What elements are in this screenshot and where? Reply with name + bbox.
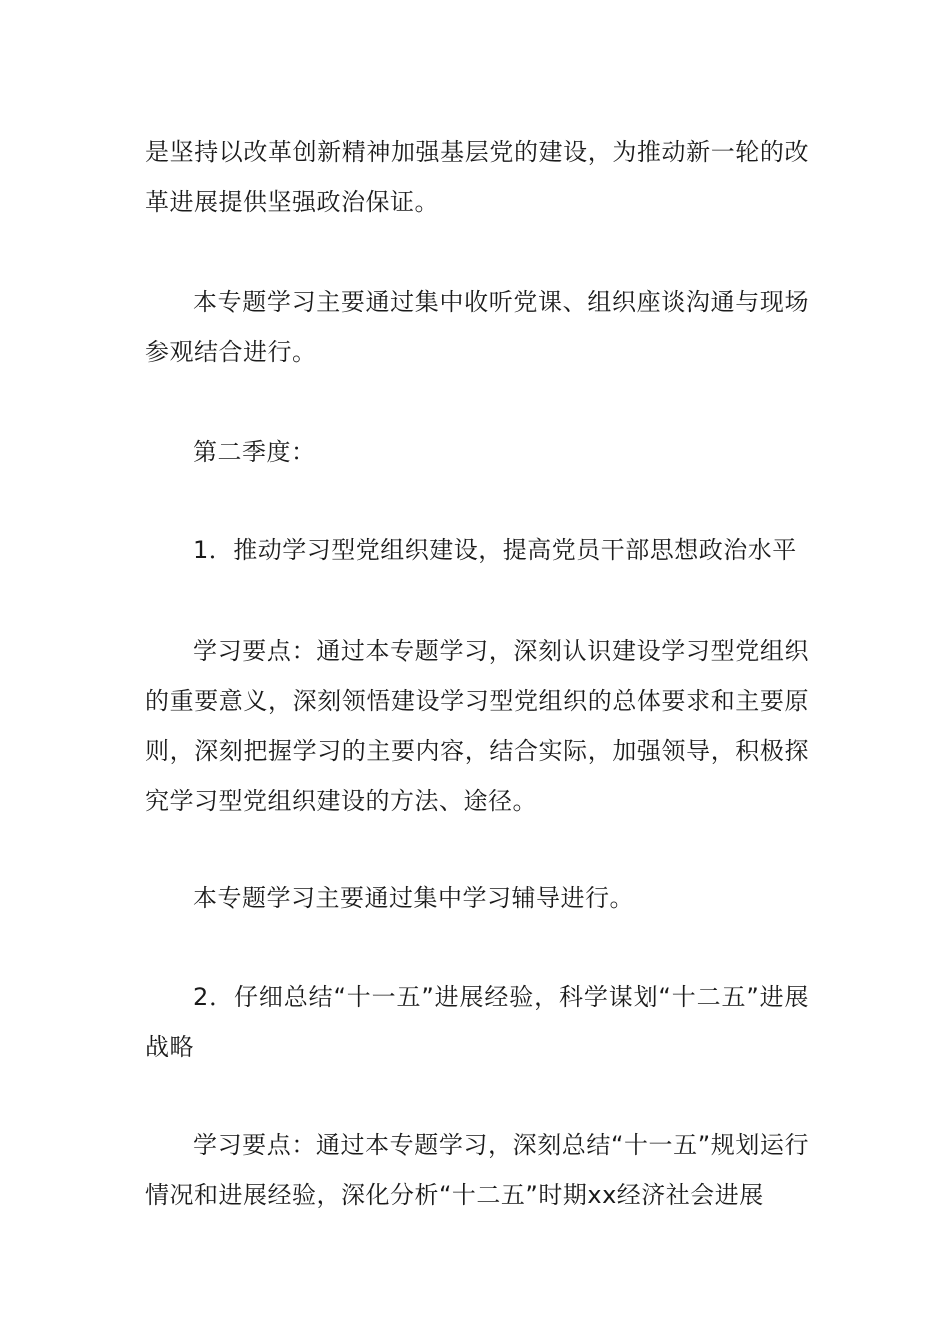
topic-heading-2: 2．仔细总结“十一五”进展经验，科学谋划“十二五”进展战略 <box>145 983 809 1061</box>
section-heading-q2: 第二季度： <box>193 438 316 466</box>
paragraph-continuation: 是坚持以改革创新精神加强基层党的建设，为推动新一轮的改革进展提供坚强政治保证。 <box>145 138 809 216</box>
paragraph-key-points-2: 学习要点：通过本专题学习，深刻总结“十一五”规划运行情况和进展经验，深化分析“十二五”时期xx经济社会进展 <box>145 1131 809 1209</box>
paragraph-method-1: 本专题学习主要通过集中收听党课、组织座谈沟通与现场参观结合进行。 <box>145 288 809 366</box>
paragraph-method-2: 本专题学习主要通过集中学习辅导进行。 <box>193 884 634 912</box>
topic-heading-1: 1．推动学习型党组织建设，提高党员干部思想政治水平 <box>193 536 797 564</box>
paragraph-key-points-1: 学习要点：通过本专题学习，深刻认识建设学习型党组织的重要意义，深刻领悟建设学习型党组织的总体要求和主要原则，深刻把握学习的主要内容，结合实际，加强领导，积极探究学习型党组织建设的方法、途径。 <box>145 637 809 815</box>
